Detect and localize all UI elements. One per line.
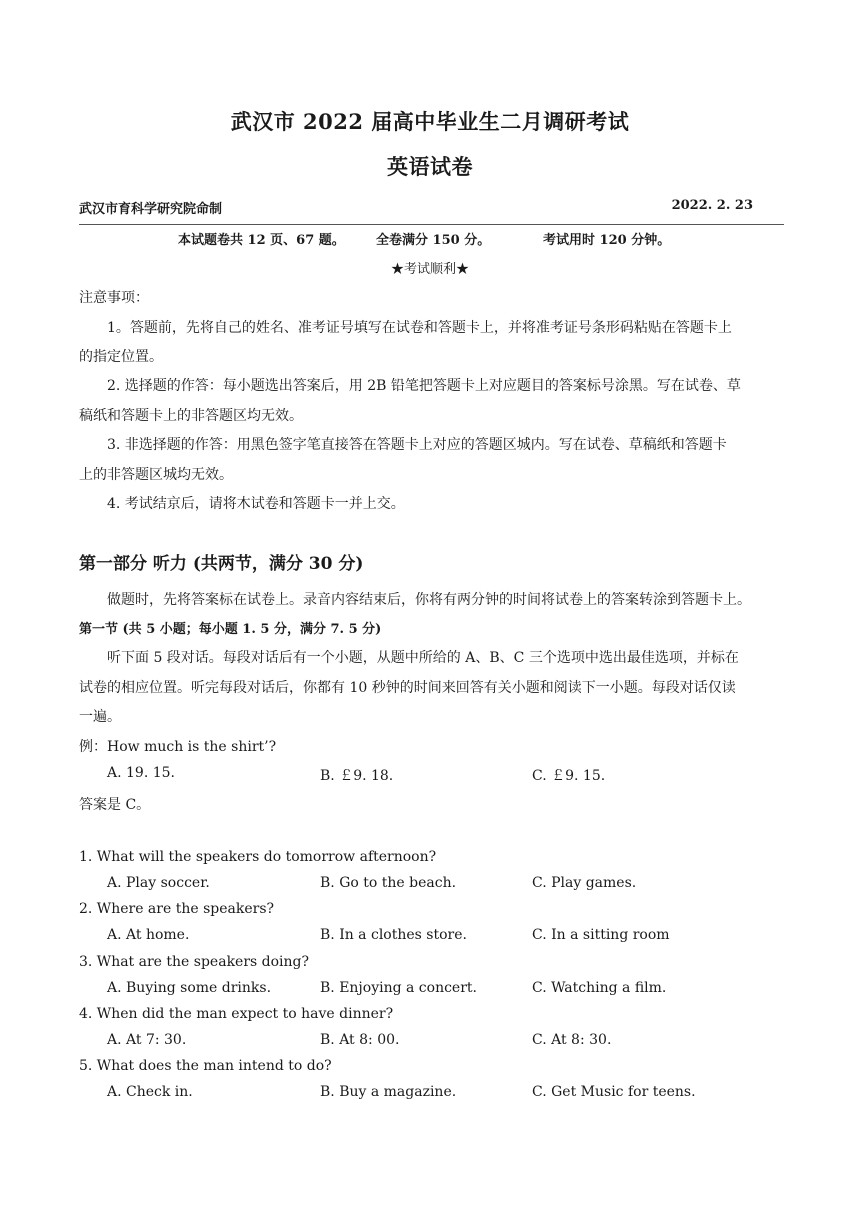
question-5-option-c: C. Get Music for teens.	[532, 1084, 696, 1100]
question-4-option-a: A. At 7: 30.	[107, 1032, 187, 1048]
note-4: 4. 考试结京后，请将木试卷和答题卡一并上交。	[107, 496, 405, 512]
question-1-option-a: A. Play soccer.	[107, 875, 210, 891]
example-answer: 答案是 C。	[79, 797, 151, 813]
info-time: 考试用时 120 分钟。	[543, 233, 671, 248]
question-2-option-c: C. In a sitting room	[532, 927, 670, 943]
example-option-b: B. ￡9. 18.	[320, 768, 394, 784]
part1-heading: 第一部分 听力 (共两节，满分 30 分)	[79, 554, 364, 574]
note-2-line-a: 2. 选择题的作答：每小题选出答案后，用 2B 铅笔把答题卡上对应题目的答案标号涂黑。写在试卷、草	[107, 378, 741, 394]
question-4-option-b: B. At 8: 00.	[320, 1032, 400, 1048]
question-2-option-b: B. In a clothes store.	[320, 927, 467, 943]
info-pages: 本试题卷共 12 页、67 题。	[178, 233, 345, 248]
example-option-c: C. ￡9. 15.	[532, 768, 606, 784]
note-3-line-b: 上的非答题区城均无效。	[79, 467, 233, 483]
example-question: 例：How much is the shirt’?	[79, 739, 277, 755]
info-score: 全卷满分 150 分。	[376, 233, 491, 248]
question-1-option-c: C. Play games.	[532, 875, 637, 891]
note-1-line-b: 的指定位置。	[79, 349, 163, 365]
section1-heading: 第一节 (共 5 小题；每小题 1. 5 分，满分 7. 5 分)	[79, 622, 382, 637]
header-divider	[79, 224, 784, 225]
note-1-line-a: 1。答题前，先将自己的姓名、准考证号填写在试卷和答题卡上，并将准考证号条形码粘贴在答题卡上	[107, 320, 732, 336]
note-3-line-a: 3. 非选择题的作答：用黑色签字笔直接答在答题卡上对应的答题区城内。写在试卷、草稿纸和答题卡	[107, 437, 727, 453]
question-5-option-b: B. Buy a magazine.	[320, 1084, 457, 1100]
part1-intro: 做题时，先将答案标在试卷上。录音内容结束后，你将有两分钟的时间将试卷上的答案转涂到答题卡上。	[107, 592, 751, 608]
question-2-option-a: A. At home.	[107, 927, 190, 943]
question-5: 5. What does the man intend to do?	[79, 1058, 332, 1074]
issuer: 武汉市育科学研究院命制	[79, 202, 223, 217]
question-2: 2. Where are the speakers?	[79, 901, 275, 917]
note-2-line-b: 稿纸和答题卡上的非答题区均无效。	[79, 408, 303, 424]
question-4-option-c: C. At 8: 30.	[532, 1032, 612, 1048]
question-3-option-a: A. Buying some drinks.	[107, 980, 272, 996]
question-1-option-b: B. Go to the beach.	[320, 875, 457, 891]
question-1: 1. What will the speakers do tomorrow afternoon?	[79, 849, 437, 865]
example-option-a: A. 19. 15.	[107, 765, 175, 781]
question-3: 3. What are the speakers doing?	[79, 954, 310, 970]
question-3-option-c: C. Watching a film.	[532, 980, 667, 996]
exam-title: 武汉市 2022 届高中毕业生二月调研考试	[230, 109, 630, 134]
section1-intro-c: 一遍。	[79, 709, 121, 725]
question-4: 4. When did the man expect to have dinner?	[79, 1006, 394, 1022]
exam-subtitle: 英语试卷	[387, 154, 473, 179]
section1-intro-b: 试卷的相应位置。听完每段对话后，你都有 10 秒钟的时间来回答有关小题和阅读下一小题。每段对话仅读	[79, 680, 736, 696]
question-3-option-b: B. Enjoying a concert.	[320, 980, 477, 996]
exam-date: 2022. 2. 23	[671, 198, 753, 213]
good-luck: ★考试顺利★	[390, 262, 469, 277]
question-5-option-a: A. Check in.	[107, 1084, 193, 1100]
section1-intro-a: 听下面 5 段对话。每段对话后有一个小题，从题中所给的 A、B、C 三个选项中选出最佳选项，并标在	[107, 650, 739, 666]
notes-title: 注意事项：	[79, 290, 149, 306]
